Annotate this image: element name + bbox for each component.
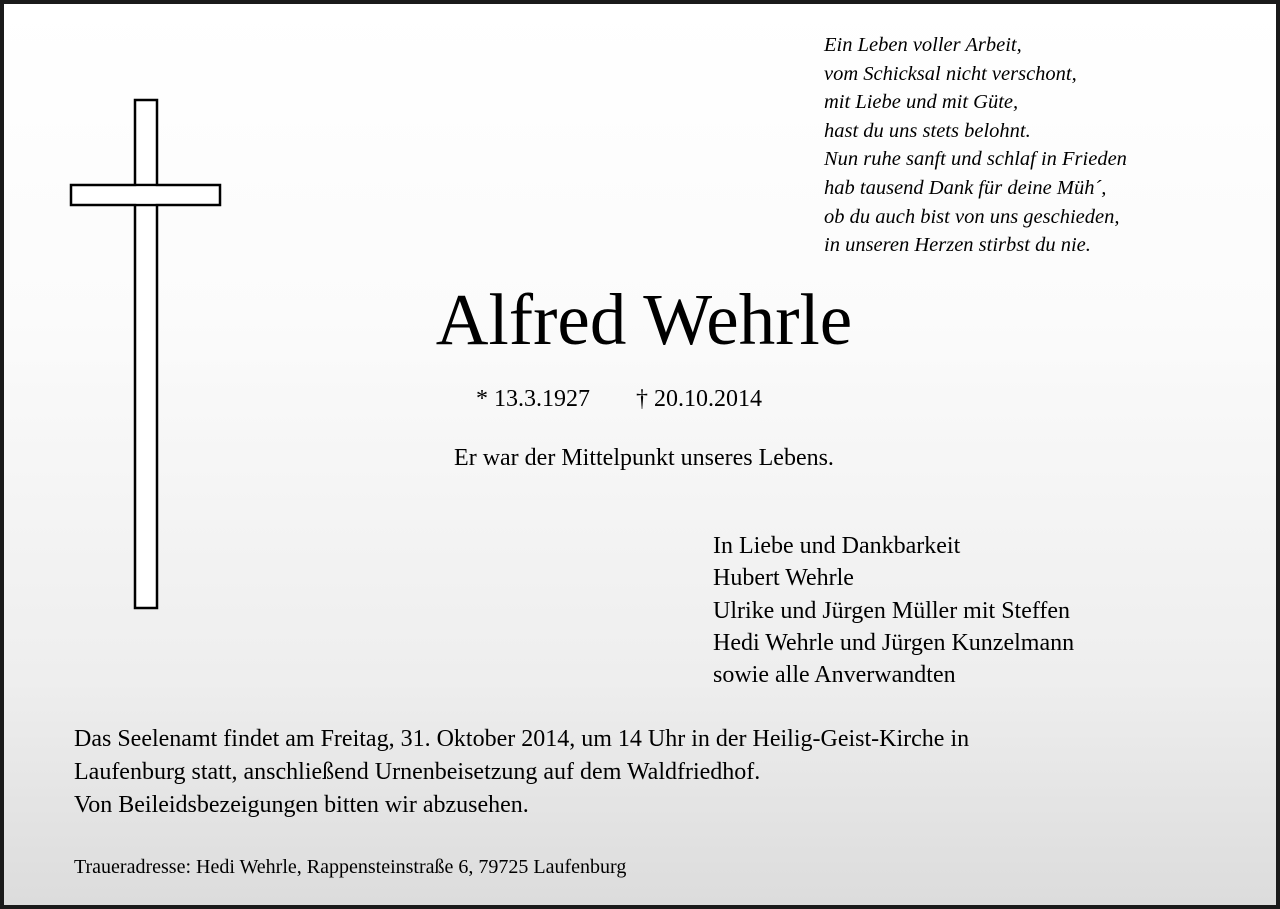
mourner-line: Ulrike und Jürgen Müller mit Steffen	[713, 597, 1071, 624]
mourner-line: Hedi Wehrle und Jürgen Kunzelmann	[713, 629, 1075, 656]
mourners-list	[713, 530, 1074, 691]
death-date: † 20.10.2014	[636, 386, 762, 412]
mourner-line: Hubert Wehrle	[713, 565, 854, 592]
service-line: Laufenburg statt, anschließend Urnenbeisetzung auf dem Waldfriedhof.	[74, 759, 761, 785]
cross-icon	[4, 4, 264, 624]
life-dates	[476, 384, 762, 414]
poem-line: in unseren Herzen stirbst du nie.	[824, 234, 1091, 257]
mourning-address: Traueradresse: Hedi Wehrle, Rappensteinstraße 6, 79725 Laufenburg	[74, 856, 627, 878]
poem-line: ob du auch bist von uns geschieden,	[824, 205, 1120, 228]
poem-line: Nun ruhe sanft und schlaf in Frieden	[824, 148, 1127, 171]
mourner-line: In Liebe und Dankbarkeit	[713, 533, 961, 559]
poem	[824, 31, 1264, 260]
poem-line: hab tausend Dank für deine Müh´,	[824, 176, 1107, 199]
deceased-name: Alfred Wehrle	[435, 279, 853, 360]
poem-line: hast du uns stets belohnt.	[824, 119, 1031, 142]
service-info	[74, 723, 969, 822]
service-line: Von Beileidsbezeigungen bitten wir abzusehen.	[74, 792, 529, 818]
poem-line: vom Schicksal nicht verschont,	[824, 62, 1077, 85]
poem-line: Ein Leben voller Arbeit,	[824, 34, 1022, 56]
mourner-line: sowie alle Anverwandten	[713, 662, 956, 689]
birth-date: * 13.3.1927	[476, 386, 590, 412]
service-line: Das Seelenamt findet am Freitag, 31. Oktober 2014, um 14 Uhr in der Heilig-Geist-Kirche in	[74, 726, 970, 752]
motto: Er war der Mittelpunkt unseres Lebens.	[454, 445, 834, 471]
poem-line: mit Liebe und mit Güte,	[824, 91, 1019, 114]
